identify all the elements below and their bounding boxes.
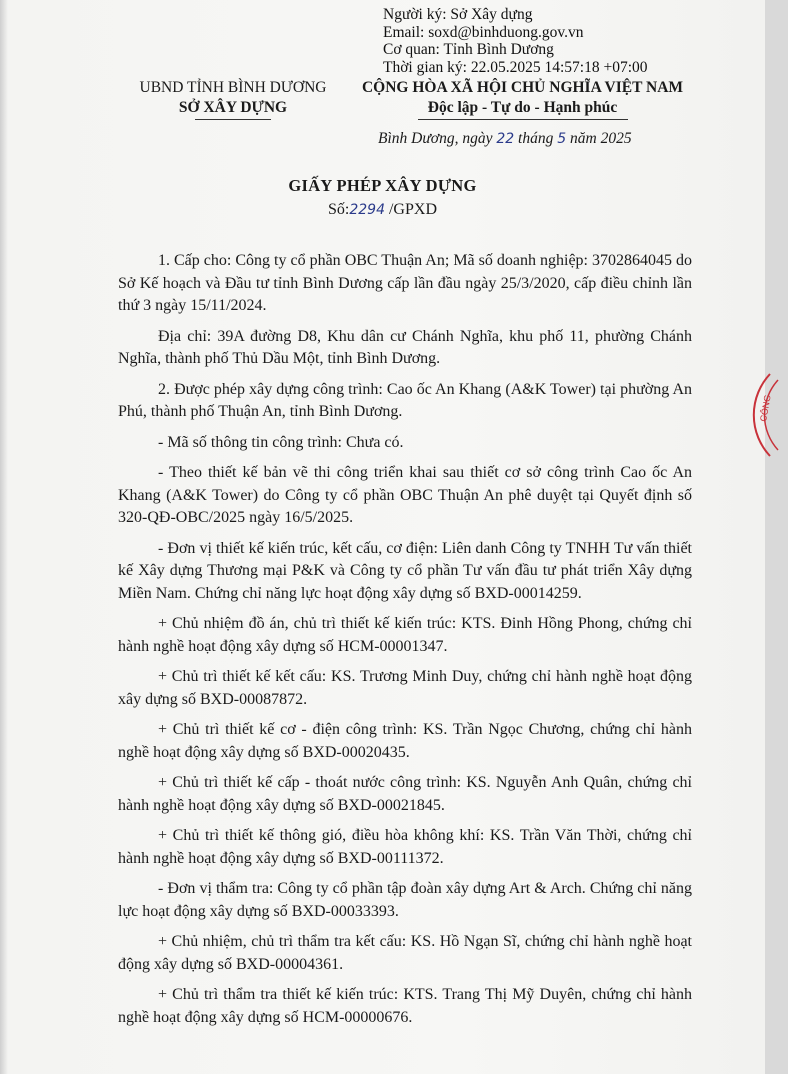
org-underline xyxy=(195,119,271,120)
signature-email: Email: soxd@binhduong.gov.vn xyxy=(383,23,584,41)
stamp-text: CÔNG xyxy=(758,394,773,423)
body-paragraph: + Chủ trì thiết kế cấp - thoát nước công trình: KS. Nguyễn Anh Quân, chứng chỉ hành nghề hoạt động xây dựng số BXD-00021845. xyxy=(118,774,692,814)
issue-dateline xyxy=(378,130,632,148)
number-handwritten: 2294 xyxy=(349,202,385,218)
nation-name: CỘNG HÒA XÃ HỘI CHỦ NGHĨA VIỆT NAM xyxy=(361,79,684,96)
body-paragraph: 1. Cấp cho: Công ty cổ phần OBC Thuận An; Mã số doanh nghiệp: 3702864045 do Sở Kế hoạch và Đầu tư tỉnh Bình Dương cấp lần đầu ngày 25/3/2020, cấp điều chỉnh lần thứ 3 ngày 15/11/2024. xyxy=(118,252,692,314)
issuing-agency-block xyxy=(133,78,333,120)
national-motto: Độc lập - Tự do - Hạnh phúc xyxy=(427,99,618,116)
red-stamp-fragment xyxy=(748,372,788,458)
dateline-month-label: tháng xyxy=(514,130,558,147)
digital-signature-info xyxy=(383,6,648,76)
body-paragraph: + Chủ nhiệm, chủ trì thẩm tra kết cấu: KS. Hồ Ngạn Sĩ, chứng chỉ hành nghề hoạt động xây dựng số BXD-00004361. xyxy=(118,933,692,973)
signature-time: Thời gian ký: 22.05.2025 14:57:18 +07:00 xyxy=(383,58,648,76)
signature-agency: Cơ quan: Tỉnh Bình Dương xyxy=(383,41,554,58)
body-paragraph: + Chủ trì thiết kế kết cấu: KS. Trương Minh Duy, chứng chỉ hành nghề hoạt động xây dựng số BXD-00087872. xyxy=(118,668,692,708)
body-paragraph: - Theo thiết kế bản vẽ thi công triển khai sau thiết cơ sở công trình Cao ốc An Khang (A&K Tower) do Công ty cổ phần OBC Thuận An phê duyệt tại Quyết định số 320-QĐ-OBC/2025 ngày 16/5/2025. xyxy=(118,464,692,526)
document-number xyxy=(0,201,765,219)
body-paragraph: + Chủ trì thẩm tra thiết kế kiến trúc: KTS. Trang Thị Mỹ Duyên, chứng chỉ hành nghề hoạt động xây dựng số HCM-00000676. xyxy=(118,986,692,1026)
national-heading-block xyxy=(350,78,695,120)
body-paragraph: Địa chỉ: 39A đường D8, Khu dân cư Chánh Nghĩa, khu phố 11, phường Chánh Nghĩa, thành phố Thủ Dầu Một, tỉnh Bình Dương. xyxy=(118,327,692,367)
body-paragraph: + Chủ trì thiết kế cơ - điện công trình: KS. Trần Ngọc Chương, chứng chỉ hành nghề hoạt động xây dựng số BXD-00020435. xyxy=(118,721,692,761)
body-paragraph: 2. Được phép xây dựng công trình: Cao ốc An Khang (A&K Tower) tại phường An Phú, thành phố Thuận An, tỉnh Bình Dương. xyxy=(118,380,692,420)
motto-underline xyxy=(418,119,628,120)
number-suffix: /GPXD xyxy=(384,201,437,218)
body-paragraph: + Chủ trì thiết kế thông gió, điều hòa không khí: KS. Trần Văn Thời, chứng chỉ hành nghề hoạt động xây dựng số BXD-00111372. xyxy=(118,827,692,867)
document-body xyxy=(118,250,692,1037)
org-name: SỞ XÂY DỰNG xyxy=(178,99,288,116)
org-parent: UBND TỈNH BÌNH DƯƠNG xyxy=(139,79,327,96)
page-edge-shadow xyxy=(0,0,8,1074)
dateline-month-handwritten: 5 xyxy=(557,131,567,147)
dateline-day-handwritten: 22 xyxy=(496,131,515,147)
body-paragraph: - Mã số thông tin công trình: Chưa có. xyxy=(158,433,404,451)
document-title: GIẤY PHÉP XÂY DỰNG xyxy=(288,176,477,195)
body-paragraph: - Đơn vị thiết kế kiến trúc, kết cấu, cơ điện: Liên danh Công ty TNHH Tư vấn thiết kế Xây dựng Thương mại P&K và Công ty cổ phần Tư vấn đầu tư phát triển Xây dựng Miền Nam. Chứng chỉ năng lực hoạt động xây dựng số BXD-00014259. xyxy=(118,539,692,602)
body-paragraph: + Chủ nhiệm đồ án, chủ trì thiết kế kiến trúc: KTS. Đinh Hồng Phong, chứng chỉ hành nghề hoạt động xây dựng số HCM-00001347. xyxy=(118,615,692,655)
dateline-year: năm 2025 xyxy=(566,130,632,147)
number-prefix: Số: xyxy=(328,201,350,218)
signature-signer: Người ký: Sở Xây dựng xyxy=(383,6,533,23)
dateline-prefix: Bình Dương, ngày xyxy=(378,130,497,147)
body-paragraph: - Đơn vị thẩm tra: Công ty cổ phần tập đoàn xây dựng Art & Arch. Chứng chỉ năng lực hoạt động xây dựng số BXD-00033393. xyxy=(118,880,692,920)
